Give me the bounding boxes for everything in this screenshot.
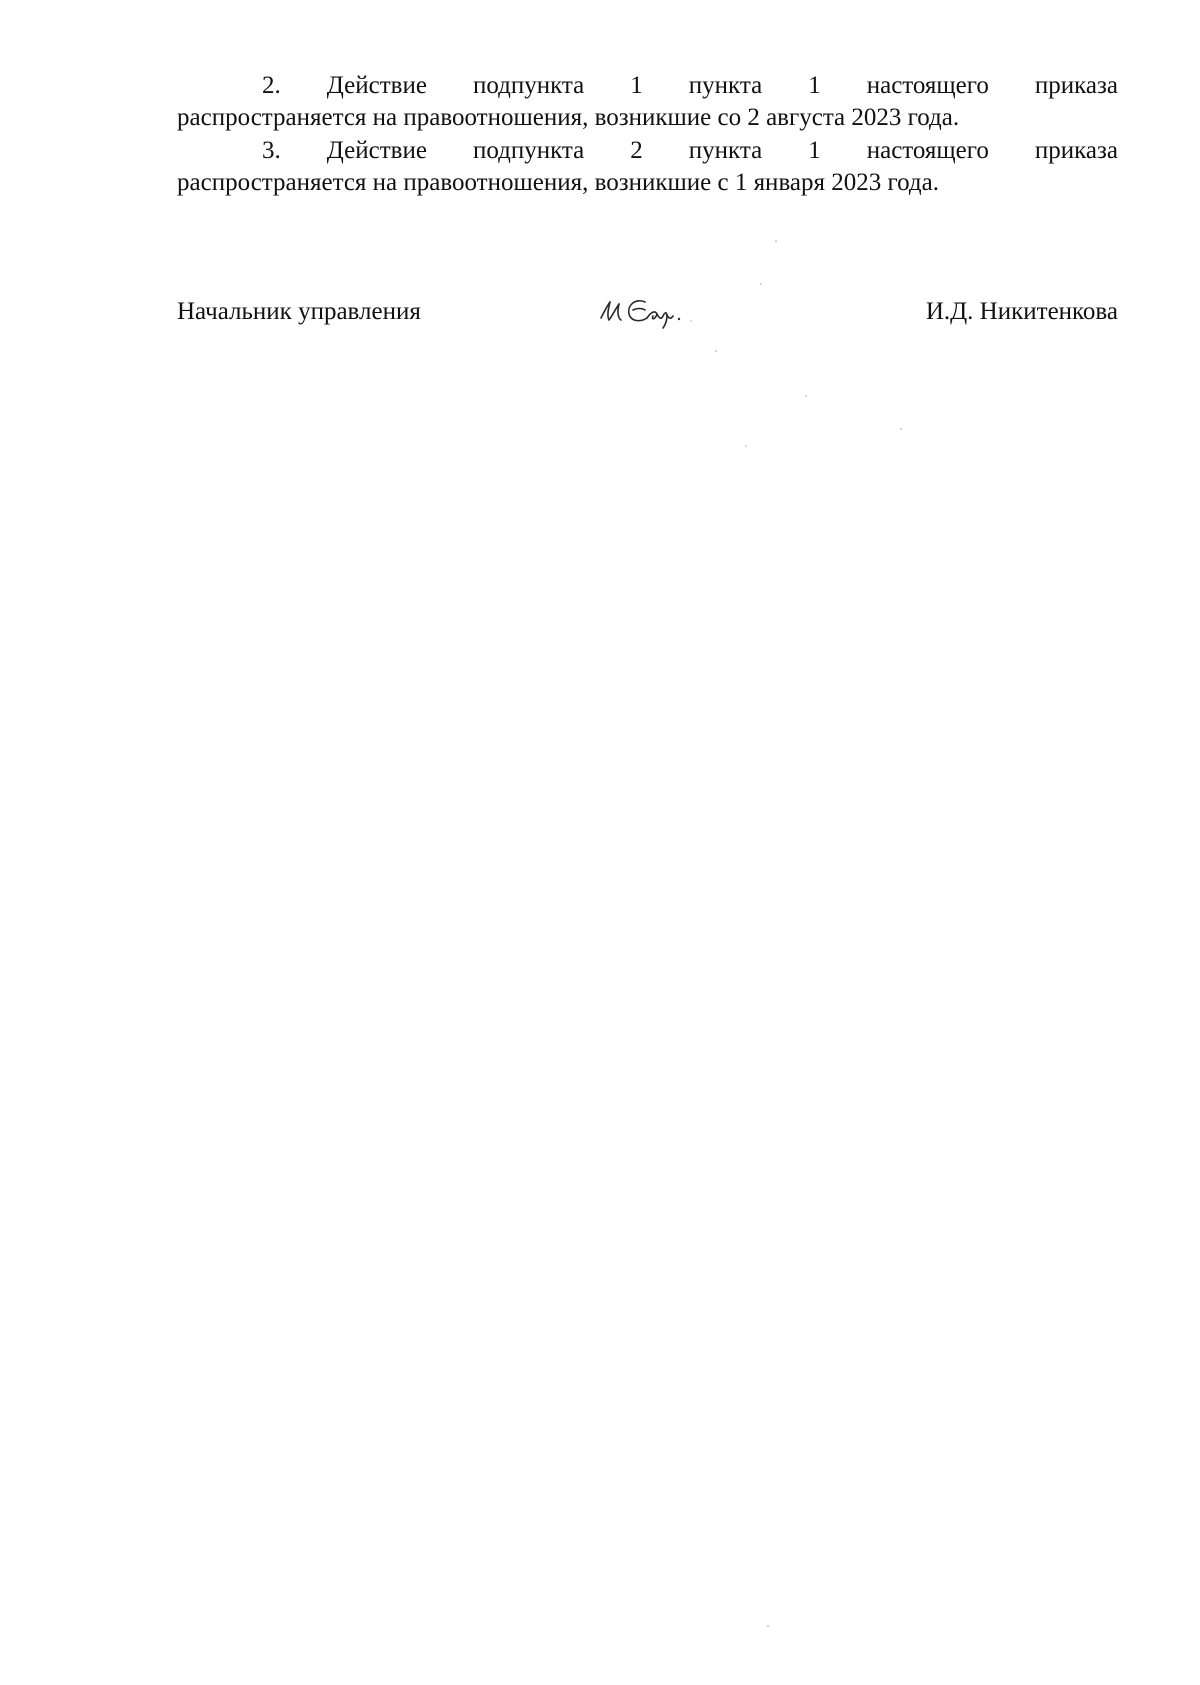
signature-block — [177, 296, 1118, 336]
paragraph-3-line-1 — [177, 135, 1118, 167]
paragraph-3-number: 3. — [262, 137, 281, 164]
scan-speck — [900, 428, 902, 430]
scan-speck — [775, 240, 777, 242]
signatory-name: И.Д. Никитенкова — [925, 298, 1118, 325]
paragraph-2-text-line-1: Действие подпункта 1 пункта 1 настоящего приказа — [326, 72, 1119, 99]
paragraph-2-text-line-2: распространяется на правоотношения, возникшие со 2 августа 2023 года. — [177, 104, 960, 131]
handwritten-signature — [595, 288, 725, 332]
scan-speck — [805, 395, 807, 397]
paragraph-2 — [177, 70, 1118, 134]
scan-speck — [767, 1625, 769, 1627]
paragraph-2-number: 2. — [262, 72, 281, 99]
scan-speck — [760, 283, 762, 285]
scan-speck — [745, 445, 747, 447]
scan-speck — [715, 350, 717, 352]
paragraph-3 — [177, 135, 1118, 199]
paragraph-3-text-line-1: Действие подпункта 2 пункта 1 настоящего приказа — [326, 137, 1119, 164]
paragraph-2-line-1 — [177, 70, 1118, 102]
signatory-position: Начальник управления — [177, 298, 421, 325]
paragraph-3-text-line-2: распространяется на правоотношения, возникшие с 1 января 2023 года. — [177, 169, 939, 196]
